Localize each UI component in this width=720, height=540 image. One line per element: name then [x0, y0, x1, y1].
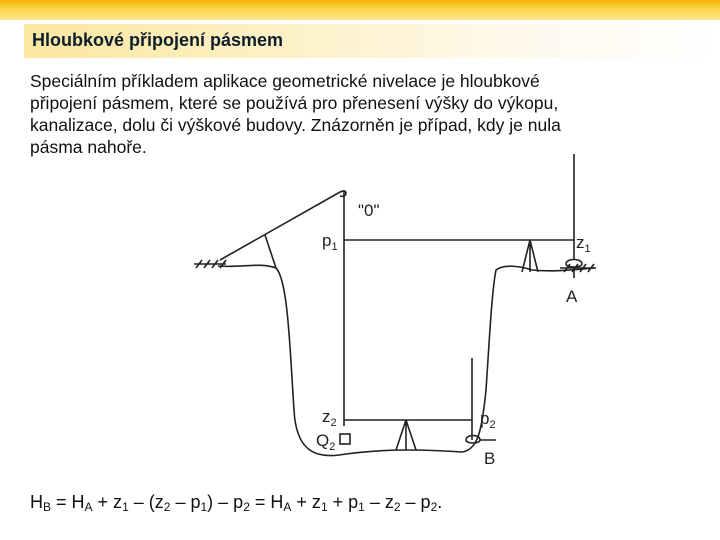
- benchmark-b: [466, 436, 496, 444]
- formula-subscript: 2: [393, 500, 401, 514]
- formula-part: + z: [92, 492, 123, 512]
- label-q2-letter: Q: [316, 431, 330, 450]
- description-paragraph: [30, 70, 680, 158]
- formula-part: – z: [364, 492, 394, 512]
- label-z1-subscript: 1: [584, 243, 591, 255]
- label-p2-letter: p: [480, 409, 490, 428]
- label-z2-letter: z: [322, 407, 331, 426]
- label-q2: [316, 431, 335, 453]
- q2-marker: [340, 434, 350, 444]
- formula-subscript: 1: [200, 500, 208, 514]
- formula-part: .: [437, 492, 443, 512]
- label-point-a: A: [566, 287, 578, 306]
- formula-part: = H: [249, 492, 284, 512]
- formula-part: = H: [51, 492, 85, 512]
- formula-subscript: 1: [320, 500, 328, 514]
- leveling-diagram: [180, 150, 600, 470]
- label-z2: [322, 407, 337, 429]
- label-p2: [480, 409, 496, 431]
- formula-subscript: 1: [358, 500, 365, 514]
- label-z1-letter: z: [576, 233, 585, 252]
- ground-hatch-left: [194, 260, 226, 268]
- formula-part: – p: [400, 492, 431, 512]
- formula-subscript: 1: [122, 500, 129, 514]
- formula-subscript: 2: [243, 500, 250, 514]
- label-z1: [576, 233, 591, 255]
- label-p1-letter: p: [322, 231, 332, 250]
- slide-title: Hloubkové připojení pásmem: [32, 30, 284, 50]
- formula-subscript: A: [84, 500, 93, 514]
- formula-part: ) – p: [207, 492, 244, 512]
- label-p1: [322, 231, 338, 253]
- formula-subscript: A: [283, 500, 292, 514]
- paragraph-line: kanalizace, dolu či výškové budovy. Znázorněn je případ, kdy je nula: [30, 115, 561, 135]
- label-point-b: B: [484, 449, 496, 468]
- formula-part: + p: [327, 492, 359, 512]
- tape-hook: [340, 191, 346, 196]
- formula-part: – p: [170, 492, 201, 512]
- label-p2-subscript: 2: [489, 419, 496, 431]
- tape-support: [265, 235, 276, 268]
- label-q2-subscript: 2: [329, 441, 336, 453]
- formula-subscript: B: [43, 500, 52, 514]
- formula-part: + z: [291, 492, 321, 512]
- paragraph-line: připojení pásmem, které se používá pro přenesení výšky do výkopu,: [30, 93, 559, 113]
- ground-hatch-right: [560, 264, 596, 272]
- height-formula: [30, 492, 442, 514]
- formula-subscript: 2: [430, 500, 438, 514]
- paragraph-line: Speciálním příkladem aplikace geometrické nivelace je hloubkové: [30, 71, 540, 91]
- paragraph-line: pásma nahoře.: [30, 137, 147, 157]
- zero-label: "0": [358, 201, 380, 220]
- formula-part: H: [30, 492, 43, 512]
- instrument-bottom: [396, 420, 416, 450]
- top-accent-bar: [0, 0, 720, 20]
- formula-subscript: 2: [163, 500, 171, 514]
- label-z2-subscript: 2: [330, 417, 337, 429]
- formula-part: – (z: [128, 492, 164, 512]
- label-p1-subscript: 1: [331, 241, 338, 253]
